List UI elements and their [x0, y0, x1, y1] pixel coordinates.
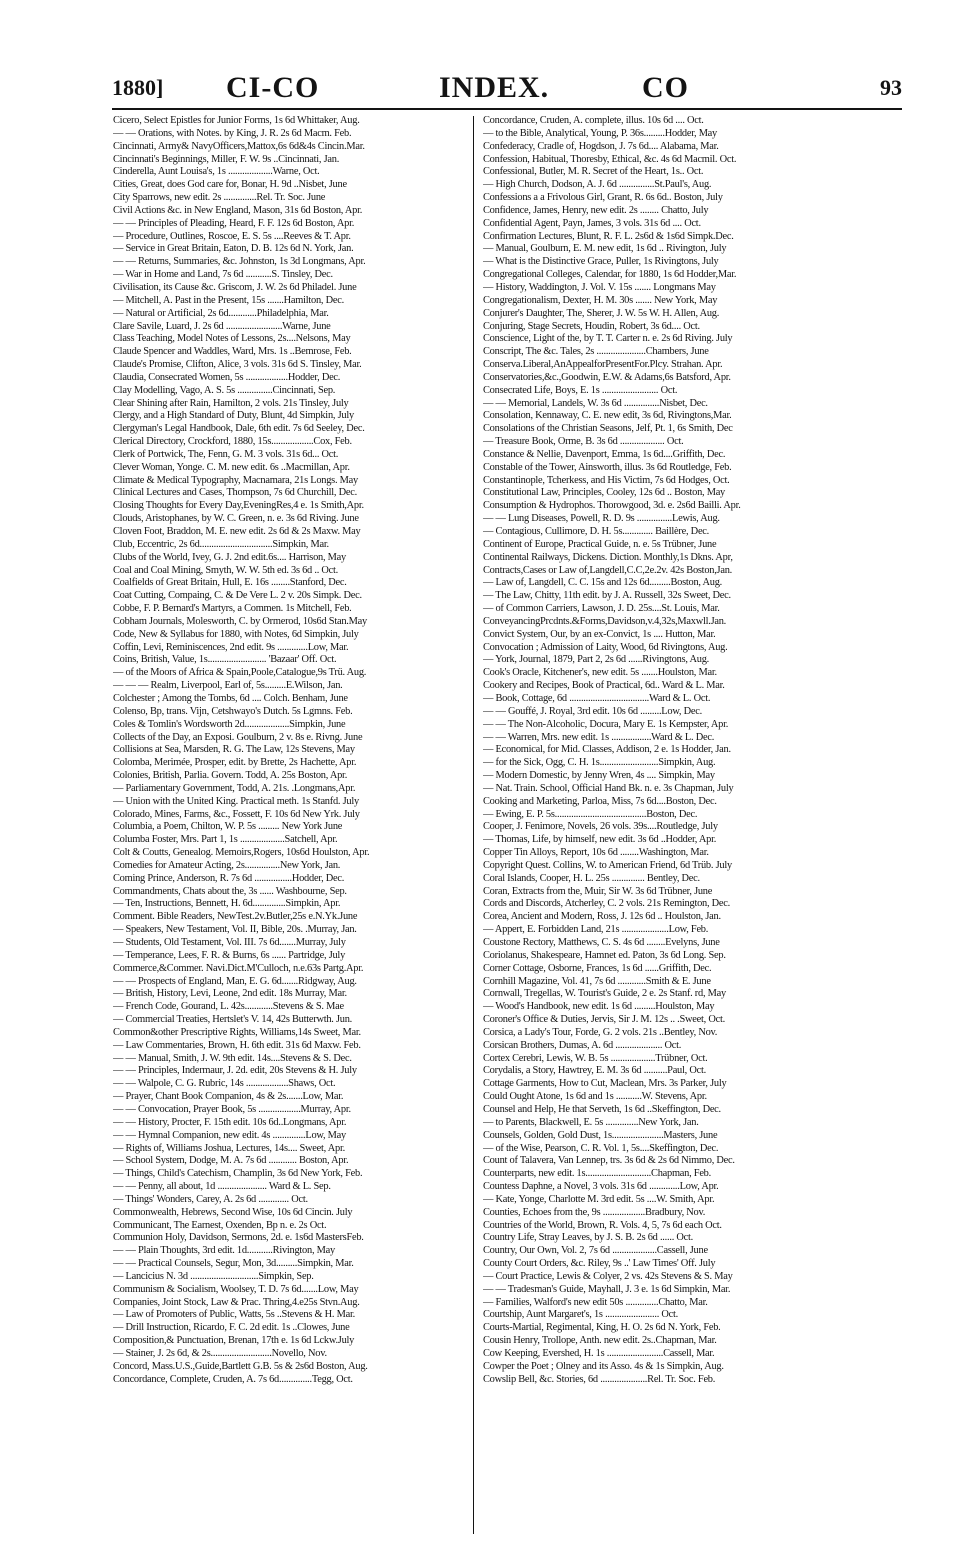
index-entry: — Contagious, Cullimore, D. H. 5s............. Baillère, Dec. — [483, 526, 710, 537]
index-entry: — Natural or Artificial, 2s 6d............Philadelphia, Mar. — [113, 307, 329, 319]
index-entry: Consecrated Life, Boys, E. 1s ........................ Oct. — [483, 384, 678, 396]
index-entry: Coroner's Office & Duties, Jervis, Sir J. M. 12s .. .Sweet, Oct. — [483, 1014, 725, 1026]
index-entry: — Families, Walford's new edit 50s ..............Chatto, Mar. — [483, 1296, 708, 1308]
index-entry: Cicero, Select Epistles for Junior Forms, 1s 6d Whittaker, Aug. — [113, 115, 360, 126]
index-entry: Cobham Journals, Molesworth, C. by Ormerod, 10s6d Stan.May — [113, 615, 367, 627]
index-entry: — Stainer, J. 2s 6d, & 2s..........................Novello, Nov. — [113, 1348, 327, 1359]
index-entry: — — Tradesman's Guide, Mayhall, J. 3 e. 1s 6d Simpkin, Mar. — [483, 1283, 731, 1295]
index-entry: Consolation, Kennaway, C. E. new edit, 3s 6d, Rivingtons,Mar. — [483, 410, 732, 422]
index-entry: Cortex Cerebri, Lewis, W. B. 5s ...................Trübner, Oct. — [483, 1052, 708, 1064]
index-entry: Cincinnati's Beginnings, Miller, F. W. 9s ..Cincinnati, Jan. — [113, 153, 340, 165]
index-entry: Coral Islands, Cooper, H. L. 25s .............. Bentley, Dec. — [483, 872, 700, 884]
index-entry: Conservatories,&c.,Goodwin, E.W. & Adams,6s Batsford, Apr. — [483, 371, 731, 383]
index-entry: Clay Modelling, Vago, A. S. 5s ...............Cincinnati, Sep. — [113, 384, 336, 396]
index-entry: — — Walpole, C. G. Rubric, 14s ..................Shaws, Oct. — [113, 1078, 336, 1090]
index-entry: — Drill Instruction, Ricardo, F. C. 2d edit. 1s ..Clowes, June — [113, 1322, 350, 1334]
index-entry: Consumption & Hydrophos. Thorowgood, 3d. e. 2s6d Bailli. Apr. — [483, 500, 741, 512]
index-entry: Common&other Prescriptive Rights, Williams,14s Sweet, Mar. — [113, 1026, 361, 1038]
index-entry: Clouds, Aristophanes, by W. C. Green, n. e. 3s 6d Riving. June — [113, 513, 359, 525]
index-entry: Commonwealth, Hebrews, Second Wise, 10s 6d Cincin. July — [113, 1206, 353, 1218]
index-entry: Confederacy, Cradle of, Hogdson, J. 7s 6d.... Alabama, Mar. — [483, 140, 719, 152]
index-entry: Concord, Mass.U.S.,Guide,Bartlett G.B. 5s & 2s6d Boston, Aug. — [113, 1360, 368, 1372]
index-entry: — Book, Cottage, 6d ..................................Ward & L. Oct. — [483, 692, 711, 704]
index-entry: Coming Prince, Anderson, R. 7s 6d ................Hodder, Dec. — [113, 872, 345, 884]
index-entry: — York, Journal, 1879, Part 2, 2s 6d ......Rivingtons, Aug. — [483, 654, 709, 666]
index-entry: Convocation ; Admission of Laity, Wood, 6d Rivingtons, Aug. — [483, 641, 728, 653]
index-entry: Columbia, a Poem, Chilton, W. P. 5s ......... New York June — [113, 821, 343, 833]
index-entry: Coles & Tomlin's Wordsworth 2d...................Simpkin, June — [113, 718, 346, 730]
index-entry: — Economical, for Mid. Classes, Addison, 2 e. 1s Hodder, Jan. — [483, 744, 731, 756]
index-entry: Copper Tin Alloys, Report, 10s 6d ........Washington, Mar. — [483, 847, 709, 859]
index-entry: Constantinople, Tcherkess, and His Victim, 7s 6d Hodges, Oct. — [483, 474, 730, 486]
index-entry: Clinical Lectures and Cases, Thompson, 7s 6d Churchill, Dec. — [113, 487, 357, 499]
index-entry: — Ewing, E. P. 5s.......................................Boston, Dec. — [483, 808, 698, 820]
index-entry: Cities, Great, does God care for, Bonar, H. 9d ..Nisbet, June — [113, 179, 347, 191]
index-entry: Conjuring, Stage Secrets, Houdin, Robert, 3s 6d.... Oct. — [483, 320, 700, 332]
index-entry: — School System, Dodge, M. A. 7s 6d ............ Boston, Apr. — [113, 1155, 349, 1167]
index-entry: Countess Daphne, a Novel, 3 vols. 31s 6d .............Low, Apr. — [483, 1181, 719, 1193]
header-rule — [112, 108, 902, 110]
index-entry: Collects of the Day, an Exposi. Goulburn, 2 v. 8s e. Rivng. June — [113, 731, 363, 743]
header-range: CI-CO — [226, 71, 320, 104]
index-entry: — — Penny, all about, 1d ..................... Ward & L. Sep. — [113, 1181, 331, 1193]
index-entry: Columba Foster, Mrs. Part 1, 1s ...................Satchell, Apr. — [113, 834, 338, 846]
index-entry: Communism & Socialism, Woolsey, T. D. 7s 6d.......Low, May — [113, 1283, 359, 1295]
index-entry: Collisions at Sea, Marsden, R. G. The Law, 12s Stevens, May — [113, 744, 355, 756]
index-entry: Cowper the Poet ; Olney and its Asso. 4s & 1s Simpkin, Aug. — [483, 1360, 724, 1372]
index-entry: — Students, Old Testament, Vol. III. 7s 6d.......Murray, July — [113, 937, 346, 948]
index-entry: Conscript, The &c. Tales, 2s .....................Chambers, June — [483, 346, 709, 358]
index-entry: Comment. Bible Readers, NewTest.2v.Butler,25s e.N.Yk.June — [113, 911, 358, 923]
header-code: CO — [642, 71, 689, 104]
index-entry: Cinderella, Aunt Louisa's, 1s ...................Warne, Oct. — [113, 166, 320, 178]
index-entry: Constable of the Tower, Ainsworth, illus. 3s 6d Routledge, Feb. — [483, 461, 732, 473]
index-entry: — Wood's Handbook, new edit. 1s 6d .........Houlston, May — [483, 1001, 715, 1013]
index-entry: — Ten, Instructions, Bennett, H. 6d..............Simpkin, Apr. — [113, 898, 341, 910]
index-entry: Commerce,&Commer. Navi.Dict.M'Culloch, n.e.63s Partg.Apr. — [113, 962, 364, 974]
index-entry: — — History, Procter, F. 15th edit. 10s 6d..Longmans, Apr. — [113, 1116, 347, 1128]
index-entry: Communion Holy, Davidson, Sermons, 2d. e. 1s6d MastersFeb. — [113, 1232, 364, 1244]
index-entry: — British, History, Levi, Leone, 2nd edit. 18s Murray, Mar. — [113, 988, 347, 1000]
index-entry: Closing Thoughts for Every Day,EveningRes,4 e. 1s Smith,Apr. — [113, 500, 364, 512]
index-entry: Cords and Discords, Atcherley, C. 2 vols. 21s Remington, Dec. — [483, 898, 730, 910]
index-entry: County Court Orders, &c. Riley, 9s ..' Law Times' Off. July — [483, 1258, 716, 1270]
index-entry: — — Practical Counsels, Segur, Mon, 3d.........Simpkin, Mar. — [113, 1258, 354, 1270]
index-entry: Confidential Agent, Payn, James, 3 vols. 31s 6d .... Oct. — [483, 217, 701, 229]
index-entry: Count of Talavera, Van Lennep, trs. 3s 6d & 2s 6d Nimmo, Dec. — [483, 1155, 735, 1167]
index-entry: Convict System, Our, by an ex-Convict, 1s .... Hutton, Mar. — [483, 628, 716, 640]
index-entry: Commandments, Chats about the, 3s ...... Washbourne, Sep. — [113, 885, 347, 897]
index-entry: Clergy, and a High Standard of Duty, Blunt, 4d Simpkin, July — [113, 410, 354, 422]
index-entry: Clerk of Portwick, The, Fenn, G. M. 3 vols. 31s 6d... Oct. — [113, 448, 339, 460]
index-entry: — Mitchell, A. Past in the Present, 15s .......Hamilton, Dec. — [113, 294, 344, 306]
index-entry: Counsel and Help, He that Serveth, 1s 6d ..Skeffington, Dec. — [483, 1103, 721, 1115]
index-entry: Cousin Henry, Trollope, Anth. new edit. 2s..Chapman, Mar. — [483, 1335, 717, 1347]
index-entry: — Lancicius N. 3d .............................Simpkin, Sep. — [113, 1270, 314, 1282]
index-entry: Cook's Oracle, Kitchener's, new edit. 5s .......Houlston, Mar. — [483, 667, 717, 679]
index-entry: — High Church, Dodson, A. J. 6d ...............St.Paul's, Aug. — [483, 179, 712, 191]
index-entry: — Things' Wonders, Carey, A. 2s 6d ............. Oct. — [113, 1193, 308, 1205]
index-entry: Constance & Nellie, Davenport, Emma, 1s 6d....Griffith, Dec. — [483, 448, 726, 460]
index-entry: Coustone Rectory, Matthews, C. S. 4s 6d ........Evelyns, June — [483, 937, 720, 948]
index-entry: — to the Bible, Analytical, Young, P. 36s.........Hodder, May — [483, 127, 717, 139]
index-entry: Cow Keeping, Evershed, H. 1s ........................Cassell, Mar. — [483, 1348, 715, 1359]
index-entry: Cowslip Bell, &c. Stories, 6d ....................Rel. Tr. Soc. Feb. — [483, 1373, 716, 1385]
index-entry: Colchester ; Among the Tombs, 6d .... Colch. Benham, June — [113, 692, 348, 704]
index-entry: Continental Railways, Dickens. Diction. Monthly,1s Dkns. Apr, — [483, 551, 733, 563]
index-entry: — Treasure Book, Orme, B. 3s 6d ................... Oct. — [483, 436, 684, 448]
index-entry: Clergyman's Legal Handbook, Dale, 6th edit. 7s 6d Seeley, Dec. — [113, 423, 365, 435]
index-entry: — — Lung Diseases, Powell, R. D. 9s ...............Lewis, Aug. — [483, 513, 720, 525]
index-entry: Corea, Ancient and Modern, Ross, J. 12s 6d .. Houlston, Jan. — [483, 911, 721, 923]
index-entry: Cornwall, Tregellas, W. Tourist's Guide, 2 e. 2s Stanf. rd, May — [483, 988, 726, 1000]
index-entry: Confessions a a Frivolous Girl, Grant, R. 6s 6d.. Boston, July — [483, 192, 723, 204]
index-entry: Communicant, The Earnest, Oxenden, Bp n. e. 2s Oct. — [113, 1219, 327, 1231]
index-entry: Could Ought Atone, 1s 6d and 1s ...........W. Stevens, Apr. — [483, 1091, 707, 1103]
index-entry: — Things, Child's Catechism, Champlin, 3s 6d New York, Feb. — [113, 1168, 363, 1180]
index-entry: — Temperance, Lees, F. R. & Burns, 6s ...... Partridge, July — [113, 949, 346, 961]
index-entry: Climate & Medical Typography, Macnamara, 21s Longs. May — [113, 474, 358, 486]
index-entry: Countries of the World, Brown, R. Vols. 4, 5, 7s 6d each Oct. — [483, 1219, 722, 1231]
index-entry: — Nat. Train. School, Official Hand Bk. n. e. 3s Chapman, July — [483, 782, 734, 794]
index-entry: Coal and Coal Mining, Smyth, W. W. 5th ed. 3s 6d .. Oct. — [113, 564, 338, 576]
index-entry: Comedies for Amateur Acting, 2s...............New York, Jan. — [113, 859, 341, 871]
index-entry: Cincinnati, Army& NavyOfficers,Mattox,6s 6d&4s Cincin.Mar. — [113, 140, 365, 152]
index-entry: — History, Waddington, J. Vol. V. 15s ....... Longmans May — [483, 281, 716, 293]
index-entry: — Court Practice, Lewis & Colyer, 2 vs. 42s Stevens & S. May — [483, 1270, 733, 1282]
index-entry: — Union with the United King. Practical meth. 1s Stanfd. July — [113, 795, 359, 807]
index-entry: — Rights of, Williams Joshua, Lectures, 14s.... Sweet, Apr. — [113, 1142, 345, 1154]
index-entry: Civil Actions &c. in New England, Mason, 31s 6d Boston, Apr. — [113, 204, 363, 216]
index-entry: Country Life, Stray Leaves, by J. S. B. 2s 6d ...... Oct. — [483, 1232, 693, 1244]
index-entry: Cooking and Marketing, Parloa, Miss, 7s 6d....Boston, Dec. — [483, 795, 717, 807]
index-entry: — Procedure, Outlines, Roscoe, E. S. 5s ....Reeves & T. Apr. — [113, 230, 351, 242]
index-entry: Colonies, British, Parlia. Govern. Todd, A. 25s Boston, Apr. — [113, 770, 348, 782]
index-entry: Colorado, Mines, Farms, &c., Fossett, F. 10s 6d New Yrk. July — [113, 808, 360, 820]
index-entry: City Sparrows, new edit. 2s ..............Rel. Tr. Soc. June — [113, 192, 326, 204]
index-entry: Cookery and Recipes, Book of Practical, 6d.. Ward & L. Mar. — [483, 680, 725, 692]
index-entry: Concordance, Cruden, A. complete, illus. 10s 6d .... Oct. — [483, 115, 704, 126]
index-entry: — of Common Carriers, Lawson, J. D. 25s....St. Louis, Mar. — [483, 603, 720, 615]
index-entry: Colenso, Bp, trans. Vijn, Cetshwayo's Dutch. 5s Lgmns. Feb. — [113, 705, 353, 717]
index-entry: Counterparts, new edit. 1s............................Chapman, Feb. — [483, 1168, 711, 1180]
index-entry: Counties, Echoes from the, 9s ..................Bradbury, Nov. — [483, 1206, 706, 1218]
index-entry: Contracts,Cases or Law of,Langdell,C.C,2e.2v. 42s Boston,Jan. — [483, 564, 733, 576]
index-entry: Conscience, Light of the, by T. T. Carter n. e. 2s 6d Riving. July — [483, 333, 733, 345]
index-entry: Claudia, Consecrated Women, 5s ..................Hodder, Dec. — [113, 371, 341, 383]
index-entry: — — Gouffé, J. Royal, 3rd edit. 10s 6d .........Low, Dec. — [483, 705, 702, 717]
index-entry: — for the Sick, Ogg, C. H. 1s.........................Simpkin, Aug. — [483, 757, 716, 769]
index-entry: Clubs of the World, Ivey, G. J. 2nd edit.6s.... Harrison, May — [113, 551, 346, 563]
index-entry: — — Returns, Summaries, &c. Johnston, 1s 3d Longmans, Apr. — [113, 256, 366, 268]
index-entry: Continent of Europe, Practical Guide, n. e. 5s Trübner, June — [483, 538, 717, 550]
index-entry: Corydalis, a Story, Hawtrey, E. M. 3s 6d ..........Paul, Oct. — [483, 1065, 706, 1077]
index-entry: Congregationalism, Dexter, H. M. 30s ....... New York, May — [483, 294, 718, 306]
index-entry: — What is the Distinctive Grace, Puller, 1s Rivingtons, July — [483, 256, 719, 268]
index-entry: — The Law, Chitty, 11th edit. by J. A. Russell, 32s Sweet, Dec. — [483, 590, 731, 602]
index-entry: Corsican Brothers, Dumas, A. 6d .................... Oct. — [483, 1039, 682, 1051]
index-entry: — Law of Promoters of Public, Watts, 5s ..Stevens & H. Mar. — [113, 1309, 355, 1321]
page-header — [112, 70, 902, 106]
index-entry: Confessional, Butler, M. R. Secret of the Heart, 1s.. Oct. — [483, 166, 704, 178]
index-entry: — Commercial Treaties, Hertslet's V. 14, 42s Butterwth. Jun. — [113, 1014, 353, 1026]
index-entry: — — Hymnal Companion, new edit. 4s ..............Low, May — [113, 1129, 346, 1141]
index-entry: Corner Cottage, Osborne, Frances, 1s 6d ......Griffith, Dec. — [483, 962, 712, 974]
index-entry: Colt & Coutts, Genealog. Memoirs,Rogers, 10s6d Houlston, Apr. — [113, 847, 370, 859]
index-entry: Clerical Directory, Crockford, 1880, 15s..................Cox, Feb. — [113, 436, 352, 448]
index-entry: — — Manual, Smith, J. W. 9th edit. 14s....Stevens & S. Dec. — [113, 1052, 352, 1064]
page-number: 93 — [880, 75, 902, 100]
index-entry: Cobbe, F. P. Bernard's Martyrs, a Commen. 1s Mitchell, Feb. — [113, 603, 352, 615]
index-entry: — — Prospects of England, Man, E. G. 6d.......Ridgway, Aug. — [113, 975, 357, 987]
index-entry: — of the Wise, Pearson, C. R. Vol. 1, 5s....Skeffington, Dec. — [483, 1142, 719, 1154]
index-entry: Coffin, Levi, Reminiscences, 2nd edit. 9s .............Low, Mar. — [113, 641, 349, 653]
index-entry: — — Warren, Mrs. new edit. 1s .................Ward & L. Dec. — [483, 731, 715, 743]
left-column — [113, 115, 467, 1535]
index-entry: Courts-Martial, Regimental, King, H. O. 2s 6d N. York, Feb. — [483, 1322, 721, 1334]
index-entry: Code, New & Syllabus for 1880, with Notes, 6d Simpkin, July — [113, 628, 359, 640]
index-entry: Coriolanus, Shakespeare, Hamnet ed. Paton, 3s 6d Long. Sep. — [483, 949, 726, 961]
index-entry: Companies, Joint Stock, Law & Prac. Thring,4.e25s Stvn.Aug. — [113, 1296, 360, 1308]
column-divider — [473, 116, 474, 1534]
index-entry: Consolations of the Christian Seasons, Jelf, Pt. 1, 6s Smith, Dec — [483, 423, 733, 435]
index-entry: — Appert, E. Forbidden Land, 21s ....................Low, Feb. — [483, 924, 709, 936]
header-title: INDEX. — [439, 71, 550, 104]
index-entry: Cloven Foot, Braddon, M. E. new edit. 2s 6d & 2s Maxw. May — [113, 526, 361, 537]
index-entry: Clever Woman, Yonge. C. M. new edit. 6s ..Macmillan, Apr. — [113, 461, 350, 473]
index-entry: — War in Home and Land, 7s 6d ...........S. Tinsley, Dec. — [113, 269, 333, 281]
index-entry: Coalfields of Great Britain, Hull, E. 16s ........Stanford, Dec. — [113, 577, 347, 589]
index-entry: Corsica, a Lady's Tour, Forde, G. 2 vols. 21s ..Bentley, Nov. — [483, 1026, 718, 1038]
index-entry: Claude Spencer and Waddles, Ward, Mrs. 1s ..Bemrose, Feb. — [113, 346, 352, 358]
header-year: 1880] — [112, 75, 164, 100]
index-entry: Clear Shining after Rain, Hamilton, 2 vols. 21s Tinsley, July — [113, 397, 349, 409]
index-entry: Civilisation, its Cause &c. Griscom, J. W. 2s 6d Philadel. June — [113, 281, 357, 293]
index-entry: Class Teaching, Model Notes of Lessons, 2s....Nelsons, May — [113, 333, 351, 345]
index-entry: Concordance, Complete, Cruden, A. 7s 6d..............Tegg, Oct. — [113, 1373, 353, 1385]
index-entry: Colomba, Merimée, Prosper, edit. by Brette, 2s Hachette, Apr. — [113, 757, 357, 769]
index-entry: — Parliamentary Government, Todd, A. 21s. .Longmans,Apr. — [113, 782, 356, 794]
index-entry: — of the Moors of Africa & Spain,Poole,Catalogue,9s Trü. Aug. — [113, 667, 367, 679]
index-entry: — Kate, Yonge, Charlotte M. 3rd edit. 5s ....W. Smith, Apr. — [483, 1193, 715, 1205]
index-entry: Confidence, James, Henry, new edit. 2s ........ Chatto, July — [483, 204, 709, 216]
index-entry: Constitutional Law, Principles, Cooley, 12s 6d .. Boston, May — [483, 487, 726, 499]
index-entry: — — — Realm, Liverpool, Earl of, 5s.........E.Wilson, Jan. — [113, 680, 343, 692]
index-entry: — — Memorial, Landels, W. 3s 6d ...............Nisbet, Dec. — [483, 397, 708, 409]
index-entry: Conserva.Liberal,AnAppealforPresentFor.Plcy. Strahan. Apr. — [483, 359, 723, 371]
index-entry: ConveyancingPrcdnts.&Forms,Davidson,v.4,32s,Maxwll.Jan. — [483, 615, 727, 627]
index-entry: Confirmation Lectures, Blunt, R. F. L. 2s6d & 1s6d Simpk.Dec. — [483, 230, 734, 242]
index-entry: — — The Non-Alcoholic, Docura, Mary E. 1s Kempster, Apr. — [483, 718, 729, 730]
index-entry: Copyright Quest. Collins, W. to American Friend, 6d Trüb. July — [483, 859, 732, 871]
index-entry: — — Convocation, Prayer Book, 5s ..................Murray, Apr. — [113, 1103, 351, 1115]
index-entry: — Modern Domestic, by Jenny Wren, 4s .... Simpkin, May — [483, 770, 715, 782]
index-entry: Cottage Garments, How to Cut, Maclean, Mrs. 3s Parker, July — [483, 1078, 727, 1090]
index-entry: Congregational Colleges, Calendar, for 1880, 1s 6d Hodder,Mar. — [483, 269, 737, 281]
index-entry: Courtship, Aunt Margaret's, 1s ....................... Oct. — [483, 1309, 679, 1321]
index-entry: — Law of, Langdell, C. C. 15s and 12s 6d.........Boston, Aug. — [483, 577, 723, 589]
index-entry: Coat Cutting, Compaing, C. & De Vere L. 2 v. 20s Simpk. Dec. — [113, 590, 362, 602]
index-entry: — Law Commentaries, Brown, H. 6th edit. 31s 6d Maxw. Feb. — [113, 1039, 361, 1051]
index-entry: — Manual, Goulburn, E. M. new edit, 1s 6d .. Rivington, July — [483, 243, 727, 255]
index-entry: Coran, Extracts from the, Muir, Sir W. 3s 6d Trübner, June — [483, 885, 713, 897]
index-entry: Conjurer's Daughter, The, Sherer, J. W. 5s W. H. Allen, Aug. — [483, 307, 720, 319]
index-entry: Country, Our Own, Vol. 2, 7s 6d ...................Cassell, June — [483, 1245, 708, 1257]
right-column — [483, 115, 837, 1535]
index-entry: Claude's Promise, Clifton, Alice, 3 vols. 31s 6d S. Tinsley, Mar. — [113, 359, 362, 371]
index-entry: — French Code, Gourand, L. 42s............Stevens & S. Mae — [113, 1001, 344, 1013]
index-entry: Cooper, J. Fenimore, Novels, 26 vols. 39s....Routledge, July — [483, 821, 718, 833]
index-entry: Cornhill Magazine, Vol. 41, 7s 6d ............Smith & E. June — [483, 975, 711, 987]
index-entry: — Thomas, Life, by himself, new edit. 3s 6d ..Hodder, Apr. — [483, 834, 717, 846]
index-entry: Confession, Habitual, Thoresby, Ethical, &c. 4s 6d Macmil. Oct. — [483, 153, 737, 165]
index-entry: — Prayer, Chant Book Companion, 4s & 2s.......Low, Mar. — [113, 1091, 344, 1103]
index-entry: — Service in Great Britain, Eaton, D. B. 12s 6d N. York, Jan. — [113, 243, 354, 255]
index-entry: — — Orations, with Notes. by King, J. R. 2s 6d Macm. Feb. — [113, 127, 352, 139]
index-entry: — to Parents, Blackwell, E. 5s ..............New York, Jan. — [483, 1116, 699, 1128]
index-entry: Clare Savile, Luard, J. 2s 6d ........................Warne, June — [113, 320, 331, 332]
index-entry: Counsels, Golden, Gold Dust, 1s......................Masters, June — [483, 1129, 718, 1141]
index-entry: Coins, British, Value, 1s......................... 'Bazaar' Off. Oct. — [113, 654, 337, 666]
index-entry: Club, Eccentric, 2s 6d...............................Simpkin, Mar. — [113, 538, 329, 550]
index-entry: — — Principles of Pleading, Heard, F. F. 12s 6d Boston, Apr. — [113, 217, 355, 229]
index-entry: — — Plain Thoughts, 3rd edit. 1d...........Rivington, May — [113, 1245, 335, 1257]
index-entry: — — Principles, Indermaur, J. 2d. edit, 20s Stevens & H. July — [113, 1065, 357, 1077]
index-entry: — Speakers, New Testament, Vol. II, Bible, 20s. .Murray, Jan. — [113, 924, 357, 936]
index-entry: Composition,& Punctuation, Brenan, 17th e. 1s 6d Lckw.July — [113, 1335, 355, 1347]
